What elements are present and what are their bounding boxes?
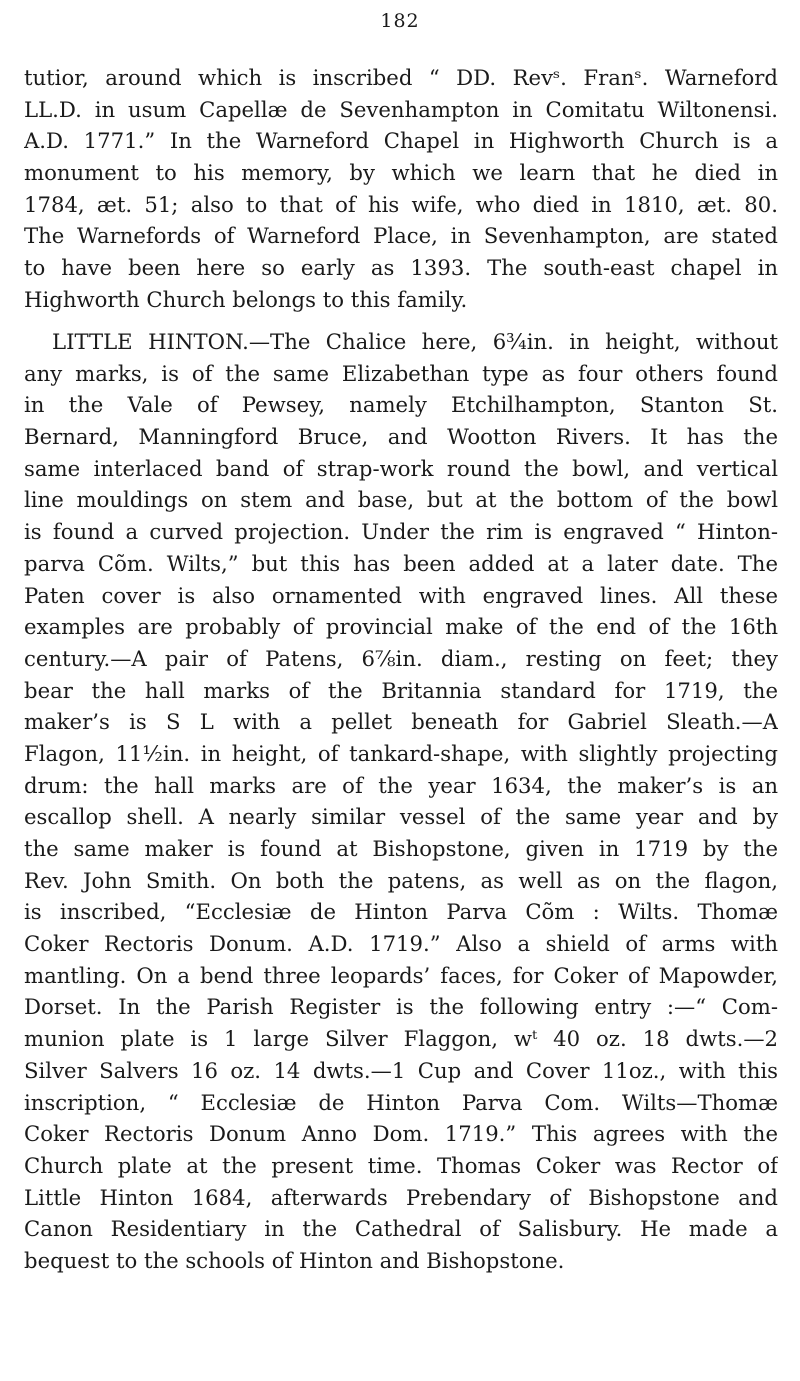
text-line: drum: the hall marks are of the year 1634, the maker’s is an [24, 772, 778, 798]
text-line: bequest to the schools of Hinton and Bishopstone. [24, 1247, 565, 1273]
text-line: Coker Rectoris Donum Anno Dom. 1719.” This agrees with the [24, 1121, 778, 1147]
text-line: Flagon, 11½in. in height, of tankard-shape, with slightly projecting [24, 740, 778, 766]
text-line: Silver Salvers 16 oz. 14 dwts.—1 Cup and Cover 11oz., with this [24, 1057, 778, 1083]
text-line: tutior, around which is inscribed “ DD. Revˢ. Franˢ. Warneford [24, 65, 778, 90]
text-line: same interlaced band of strap-work round the bowl, and vertical [24, 455, 778, 481]
text-line: the same maker is found at Bishopstone, given in 1719 by the [24, 836, 778, 861]
text-line: munion plate is 1 large Silver Flaggon, wᵗ 40 oz. 18 dwts.—2 [24, 1026, 778, 1052]
text-line: A.D. 1771.” In the Warneford Chapel in Highworth Church is a [24, 128, 778, 154]
text-line: Dorset. In the Parish Register is the following entry :—“ Com- [24, 994, 778, 1020]
paragraph-warneford [24, 62, 778, 316]
text-line: Rev. John Smith. On both the patens, as well as on the flagon, [24, 867, 778, 893]
text-line: mantling. On a bend three leopards’ faces, for Coker of Mapowder, [24, 962, 778, 988]
text-line: examples are probably of provincial make of the end of the 16th [24, 614, 778, 640]
text-line: century.—A pair of Patens, 6⅞in. diam., resting on feet; they [24, 645, 778, 671]
text-line: is found a curved projection. Under the rim is engraved “ Hinton- [24, 519, 778, 545]
text-line: LL.D. in usum Capellæ de Sevenhampton in Comitatu Wiltonensi. [24, 96, 778, 122]
text-line: Church plate at the present time. Thomas Coker was Rector of [24, 1152, 778, 1178]
text-line: parva Cõm. Wilts,” but this has been added at a later date. The [24, 550, 778, 576]
text-line: in the Vale of Pewsey, namely Etchilhampton, Stanton St. [24, 392, 778, 418]
text-line: 1784, æt. 51; also to that of his wife, who died in 1810, æt. 80. [24, 191, 778, 217]
text-line: Little Hinton 1684, afterwards Prebendary of Bishopstone and [24, 1184, 778, 1210]
text-line: The Warnefords of Warneford Place, in Sevenhampton, are stated [24, 223, 778, 249]
text-line: Highworth Church belongs to this family. [24, 286, 468, 312]
text-line: Coker Rectoris Donum. A.D. 1719.” Also a shield of arms with [24, 931, 778, 957]
text-line: escallop shell. A nearly similar vessel of the same year and by [24, 804, 778, 830]
text-line: maker’s is S L with a pellet beneath for Gabriel Sleath.—A [24, 709, 778, 735]
text-line: is inscribed, “Ecclesiæ de Hinton Parva Cõm : Wilts. Thomæ [24, 899, 778, 925]
text-line: bear the hall marks of the Britannia standard for 1719, the [24, 677, 778, 703]
text-line: line mouldings on stem and base, but at the bottom of the bowl [24, 487, 778, 513]
paragraph-little-hinton [24, 326, 778, 1277]
page-number: 182 [380, 10, 420, 32]
text-line: Canon Residentiary in the Cathedral of Salisbury. He made a [24, 1216, 778, 1242]
text-line: LITTLE HINTON.—The Chalice here, 6¾in. in height, without [52, 329, 778, 354]
text-line: Bernard, Manningford Bruce, and Wootton Rivers. It has the [24, 424, 778, 450]
text-line: any marks, is of the same Elizabethan type as four others found [24, 360, 778, 386]
text-line: monument to his memory, by which we learn that he died in [24, 160, 778, 186]
text-line: Paten cover is also ornamented with engraved lines. All these [24, 582, 778, 608]
text-line: inscription, “ Ecclesiæ de Hinton Parva Com. Wilts—Thomæ [24, 1089, 778, 1115]
text-line: to have been here so early as 1393. The south-east chapel in [24, 255, 778, 281]
